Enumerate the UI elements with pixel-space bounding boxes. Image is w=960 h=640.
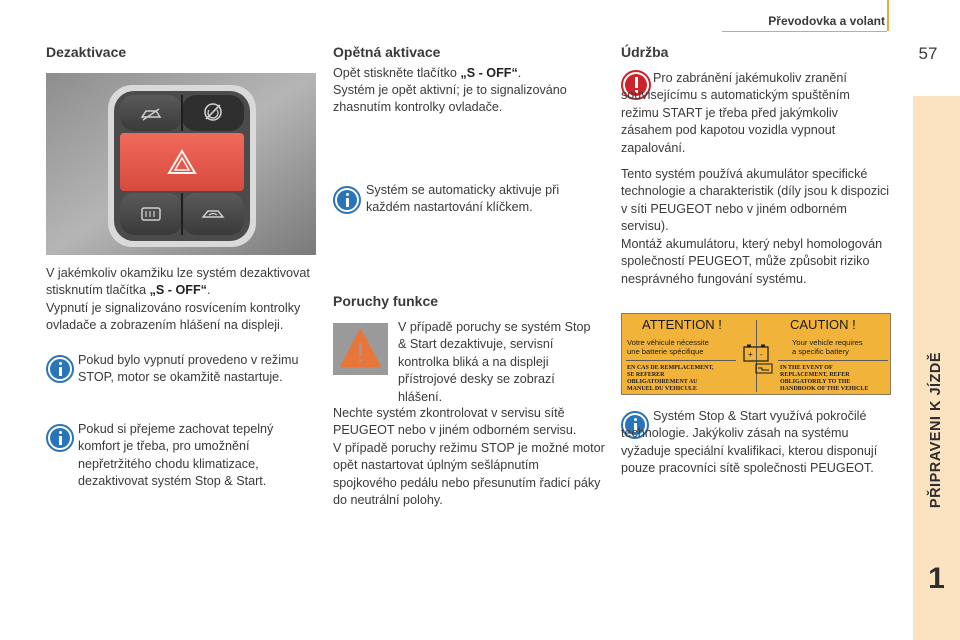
label-caps-en-1: IN THE EVENT OF bbox=[780, 365, 833, 371]
label-caps-en-4: HANDBOOK OF THE VEHICLE bbox=[780, 386, 869, 392]
info-note-qualification: Systém Stop & Start využívá pokročilé technologie. Jakýkoliv zásah na systému vyžaduje speciální kvalifikaci, kterou disponují pouze pracovníci sítě společnosti PEUGEOT. bbox=[621, 409, 878, 476]
paragraph-text: . bbox=[517, 66, 522, 80]
air-recirculation-icon bbox=[201, 206, 225, 222]
label-title-fr: ATTENTION ! bbox=[642, 317, 722, 332]
svg-text:+: + bbox=[748, 350, 753, 359]
label-caps-fr-1: EN CAS DE REMPLACEMENT, bbox=[627, 365, 714, 371]
label-sub-fr-2: une batterie spécifique bbox=[627, 347, 704, 356]
info-note-auto-activation: Systém se automaticky aktivuje při každém nastartování klíčkem. bbox=[366, 183, 560, 215]
hazard-triangle-icon bbox=[167, 149, 197, 175]
label-rule bbox=[626, 360, 736, 361]
paragraph-signalization: Vypnutí je signalizováno rosvícením kontrolky ovladače a zobrazením hlášení na displeji. bbox=[46, 301, 301, 333]
maintenance-warning: Pro zabránění jakémukoliv zranění souvisejícímu s automatickým spuštěním režimu START je třeba před jakýmkoliv zásahem pod kapotou vozidla vypnout zapalování. bbox=[621, 71, 850, 155]
header-title: Převodovka a volant bbox=[768, 14, 885, 28]
label-caps-fr-2: SE REFERER bbox=[627, 372, 665, 378]
label-caps-fr-4: MANUEL DU VEHICULE bbox=[627, 386, 697, 392]
paragraph-text: . bbox=[206, 283, 211, 298]
label-sub-en-2: a specific battery bbox=[792, 347, 849, 356]
paragraph-reactivation bbox=[333, 65, 603, 82]
info-icon bbox=[333, 186, 361, 214]
header-rule bbox=[722, 31, 887, 32]
info-note-stop-mode: Pokud bylo vypnutí provedeno v režimu STOP, motor se okamžitě nastartuje. bbox=[78, 353, 299, 385]
paragraph-service: Nechte systém zkontrolovat v servisu sítě PEUGEOT nebo v jiném odborném servisu. bbox=[333, 406, 577, 438]
service-warning-box bbox=[333, 323, 388, 375]
page-number: 57 bbox=[918, 44, 938, 63]
car-stop-icon bbox=[140, 106, 162, 122]
malfunction-note: V případě poruchy se systém Stop & Start dezaktivuje, servisní kontrolka bliká a na displeji přístrojové desky se zobrazí hlášení. bbox=[398, 320, 591, 404]
svg-text:-: - bbox=[760, 350, 763, 359]
paragraph-text: Opět stiskněte tlačítko bbox=[333, 66, 461, 80]
section-heading-reactivation: Opětná aktivace bbox=[333, 44, 441, 60]
label-rule bbox=[778, 360, 888, 361]
section-heading-maintenance: Údržba bbox=[621, 44, 669, 60]
info-icon bbox=[46, 424, 74, 452]
section-heading-malfunction: Poruchy funkce bbox=[333, 293, 439, 309]
label-sub-en-1: Your vehicle requires bbox=[792, 338, 863, 347]
s-off-label: „S - OFF“ bbox=[149, 283, 207, 298]
label-caps-en-2: REPLACEMENT, REFER bbox=[780, 372, 850, 378]
chapter-title: PŘIPRAVENI K JÍZDĚ bbox=[928, 351, 944, 509]
paragraph-battery-tech: Tento systém používá akumulátor specifické technologie a charakteristik (díly jsou k dispozici v síti PEUGEOT nebo v jiném odborném servisu). bbox=[621, 167, 890, 234]
paragraph-deactivation bbox=[46, 265, 316, 300]
chapter-number: 1 bbox=[928, 562, 945, 595]
label-caps-fr-3: OBLIGATOIREMENT AU bbox=[627, 379, 698, 385]
control-panel-photo bbox=[46, 73, 316, 255]
info-icon bbox=[46, 355, 74, 383]
label-sub-fr-1: Votre véhicule nécessite bbox=[627, 338, 709, 347]
info-note-climate: Pokud si přejeme zachovat tepelný komfort je třeba, pro umožnění nepřetržitého chodu klimatizace, dezaktivovat systém Stop & Start. bbox=[78, 422, 274, 489]
warning-triangle-icon bbox=[333, 323, 388, 375]
battery-caution-label bbox=[621, 313, 891, 395]
battery-icon bbox=[738, 344, 776, 374]
paragraph-restart: V případě poruchy režimu STOP je možné motor opět nastartovat úplným sešlápnutím spojkového pedálu nebo přesunutím řadicí páky do neutrální polohy. bbox=[333, 441, 605, 508]
label-caps-en-3: OBLIGATORILY TO THE bbox=[780, 379, 851, 385]
paragraph-battery-homologation: Montáž akumulátoru, který nebyl homologován společností PEUGEOT, může způsobit riziko nesprávného fungování systému. bbox=[621, 237, 883, 286]
paragraph-text: V jakémkoliv okamžiku lze systém dezaktivovat stisknutím tlačítka bbox=[46, 266, 310, 298]
label-title-en: CAUTION ! bbox=[790, 317, 856, 332]
section-heading-dezaktivace: Dezaktivace bbox=[46, 44, 127, 60]
s-off-label: „S - OFF“ bbox=[460, 66, 518, 80]
paragraph-reactivation-signal: Systém je opět aktivní; je to signalizováno zhasnutím kontrolky ovladače. bbox=[333, 83, 567, 115]
rear-defrost-icon bbox=[140, 205, 162, 223]
stop-start-off-icon bbox=[202, 101, 224, 123]
header-divider bbox=[887, 0, 889, 31]
